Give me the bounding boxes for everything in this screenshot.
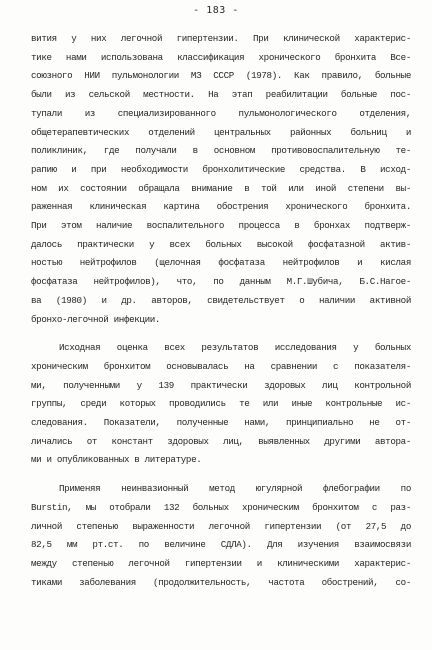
text-line: раженная клиническая картина обострения хронического бронхита. xyxy=(31,201,411,213)
text-line: были из сельской местности. На этап реабилитации больные пос- xyxy=(31,89,411,101)
text-line: При этом наличие воспалительного процесса в бронхах подтверж- xyxy=(31,220,411,232)
text-line: ми, полученными у 139 практически здоровых лиц контрольной xyxy=(31,379,411,391)
text-line: следования. Показатели, полученные нами, принципиально не от- xyxy=(31,417,411,429)
text-line: личались от констант здоровых лиц, выявленных другими автора- xyxy=(31,435,411,447)
text-line: союзного НИИ пульмонологии МЗ СССР (1978). Как правило, больные xyxy=(31,70,411,82)
text-line: тупали из специализированного пульмонологического отделения, xyxy=(31,107,411,119)
paragraph-3 xyxy=(31,480,411,592)
text-line: тиками заболевания (продолжительность, частота обострений, со- xyxy=(31,576,411,588)
text-line: далось практически у всех больных высокой фосфатазной актив- xyxy=(31,238,411,250)
text-line: Burstin, мы отобрали 132 больных хроническим бронхитом с раз- xyxy=(31,501,411,513)
text-line: бронхо-легочной инфекции. xyxy=(31,313,161,325)
text-line: между степенью легочной гипертензии и клиническими характерис- xyxy=(31,557,411,569)
text-line: личной степенью выраженности легочной гипертензии (от 27,5 до xyxy=(31,520,411,532)
text-line: вития у них легочной гипертензии. При клинической характерис- xyxy=(31,33,411,44)
text-line: фосфатаза нейтрофилов), что, по данным М.Г.Шубича, Б.С.Нагое- xyxy=(31,276,411,288)
text-line: тике нами использована классификация хронического бронхита Все- xyxy=(31,51,411,63)
text-line: Исходная оценка всех результатов исследования у больных xyxy=(59,342,411,354)
paragraph-spacing xyxy=(31,470,411,480)
text-line: ми и опубликованных в литературе. xyxy=(31,454,202,466)
text-line: хроническим бронхитом основывалась на сравнении с показателя- xyxy=(31,360,411,372)
text-line: группы, среди которых проводились те или иные контрольные ис- xyxy=(31,398,411,410)
paragraph-2 xyxy=(31,339,411,470)
text-line: рапию и при необходимости бронхолитические средства. В исход- xyxy=(31,163,411,175)
text-line: 82,5 мм рт.ст. по величине СДЛА). Для изучения взаимосвязи xyxy=(31,539,411,551)
page-number: - 183 - xyxy=(193,5,239,16)
body-text xyxy=(31,30,411,592)
paragraph-1 xyxy=(31,30,411,329)
text-line: ностью нейтрофилов (щелочная фосфатаза нейтрофилов и кислая xyxy=(31,257,411,269)
paragraph-spacing xyxy=(31,329,411,339)
text-line: Применяя неинвазионный метод югулярной флебографии по xyxy=(59,483,411,495)
text-line: ва (1980) и др. авторов, свидетельствует о наличии активной xyxy=(31,294,411,306)
text-line: поликлиник, где получали в основном противовоспалительную те- xyxy=(31,145,411,157)
text-line: общетерапевтических отделений центральных районных больниц и xyxy=(31,126,411,138)
text-line: ном их состоянии обращала внимание в той или иной степени вы- xyxy=(31,182,411,194)
